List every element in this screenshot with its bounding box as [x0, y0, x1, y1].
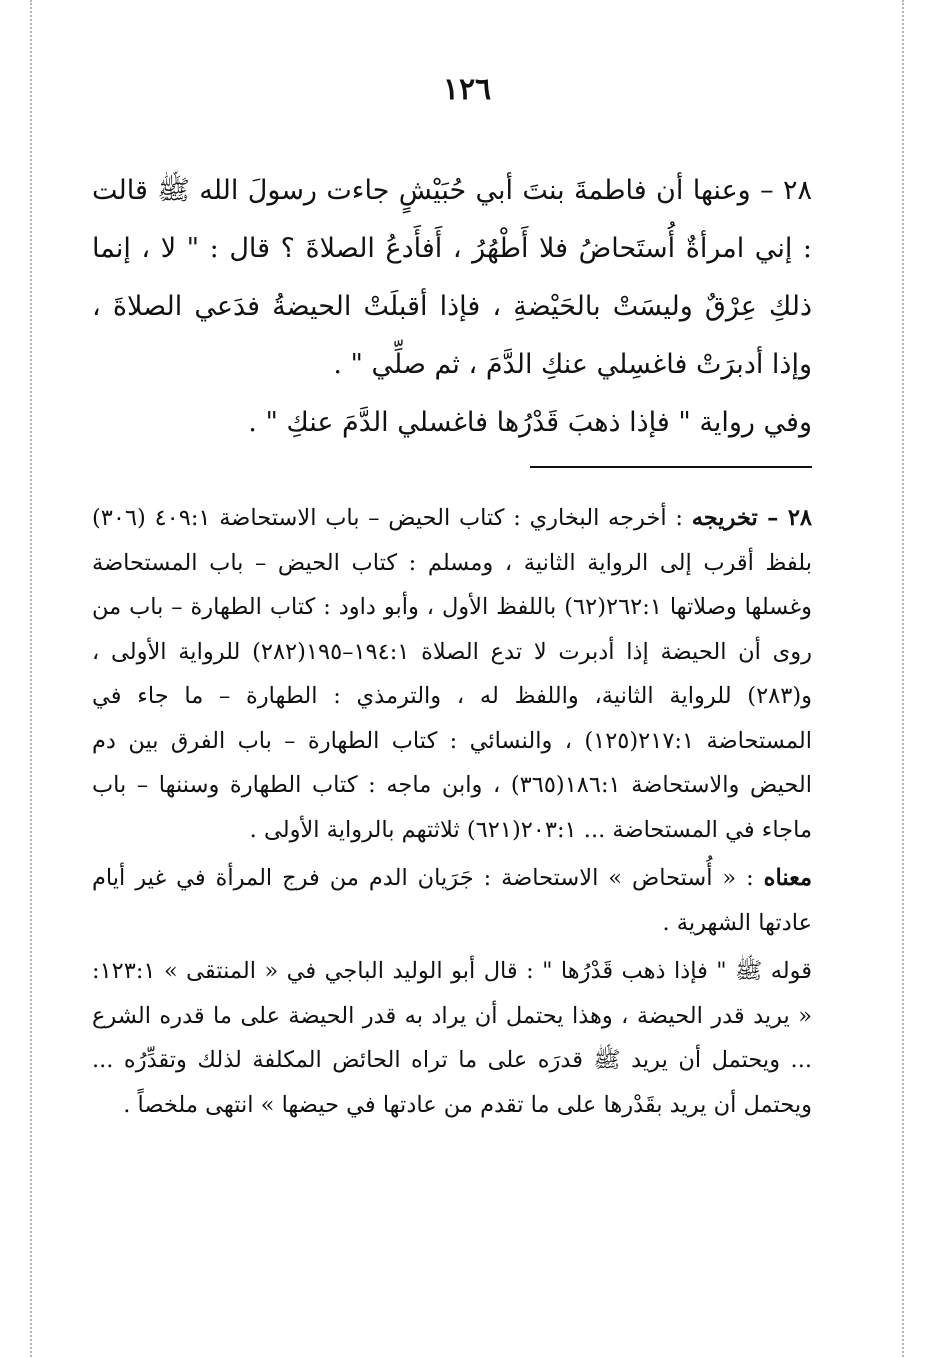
- footnote-separator: [530, 466, 812, 468]
- hadith-paragraph: ٢٨ – وعنها أن فاطمةَ بنتَ أبي حُبَيْشٍ جاءت رسولَ الله ﷺ قالت : إني امرأةٌ أُستَحاضُ فلا أَطْهُرُ ، أَفأَدعُ الصلاةَ ؟ قال : " لا ، إنما ذلكِ عِرْقٌ وليسَتْ بالحَيْضةِ ، فإذا أقبلَتْ الحيضةُ فدَعي الصلاةَ ، وإذا أدبرَتْ فاغسِلي عنكِ الدَّمَ ، ثم صلِّي " .: [92, 175, 812, 380]
- right-scan-edge: [902, 0, 904, 1357]
- meaning-heading: معناه: [763, 865, 813, 891]
- left-scan-edge: [30, 0, 32, 1357]
- commentary-paragraph: قوله ﷺ " فإذا ذهب قَدْرُها " : قال أبو الوليد الباجي في « المنتقى » ١٢٣:١: « يريد قدر الحيضة ، وهذا يحتمل أن يراد به قدر الحيضة على ما قدره الشرع ... ويحتمل أن يريد ﷺ قدرَه على ما تراه الحائض المكلفة لذلك وتقدِّرُه ... ويحتمل أن يريد بقَدْرها على ما تقدم من عادتها في حيضها » انتهى ملخصاً .: [92, 958, 812, 1118]
- hadith-text-block: [92, 162, 812, 452]
- takhrij-paragraph: [92, 496, 812, 852]
- takhrij-heading: ٢٨ – تخريجه: [691, 505, 812, 531]
- meaning-text: : « أُستحاض » الاستحاضة : جَرَيان الدم من فرج المرأة في غير أيام عادتها الشهرية .: [92, 865, 812, 936]
- meaning-paragraph: [92, 856, 812, 945]
- takhrij-text: : أخرجه البخاري : كتاب الحيض – باب الاستحاضة ٤٠٩:١ (٣٠٦) بلفظ أقرب إلى الرواية الثانية ، ومسلم : كتاب الحيض – باب المستحاضة وغسلها وصلاتها ٢٦٢:١(٦٢) باللفظ الأول ، وأبو داود : كتاب الطهارة – باب من روى أن الحيضة إذا أدبرت لا تدع الصلاة ١٩٤:١–١٩٥(٢٨٢) للرواية الأولى ، و(٢٨٣) للرواية الثانية، واللفظ له ، والترمذي : الطهارة – ما جاء في المستحاضة ٢١٧:١(١٢٥) ، والنسائي : كتاب الطهارة – باب الفرق بين دم الحيض والاستحاضة ١٨٦:١(٣٦٥) ، وابن ماجه : كتاب الطهارة وسننها – باب ماجاء في المستحاضة ... ٢٠٣:١(٦٢١) ثلاثتهم بالرواية الأولى .: [92, 505, 813, 843]
- page-number: ١٢٦: [442, 72, 492, 107]
- hadith-variant-narration: وفي رواية " فإذا ذهبَ قَدْرُها فاغسلي الدَّمَ عنكِ " .: [248, 407, 812, 438]
- footnotes-block: [92, 496, 812, 1127]
